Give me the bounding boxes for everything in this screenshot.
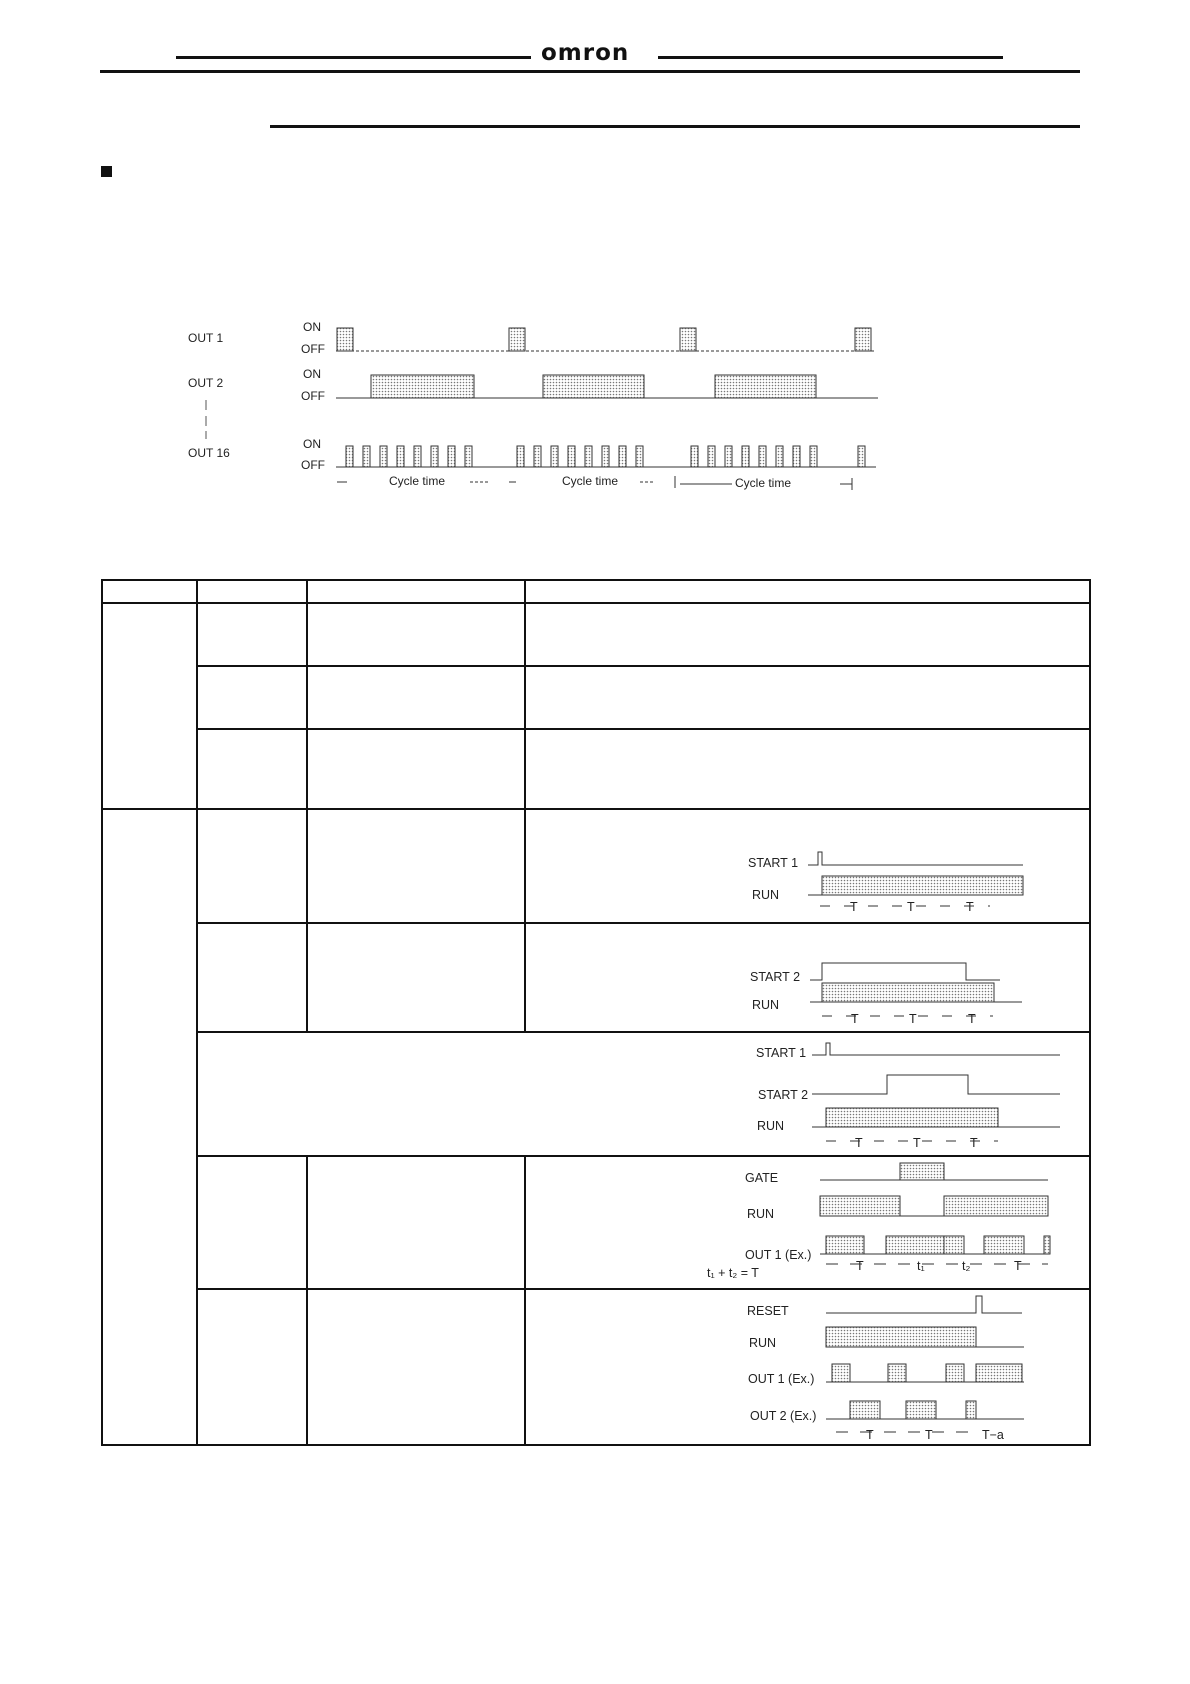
period-t: T <box>855 1136 863 1150</box>
period-t: T <box>966 900 974 914</box>
t-minus-a-label: T−a <box>982 1428 1004 1442</box>
out16-on-label: ON <box>303 437 321 451</box>
start2-wave <box>812 1075 1060 1094</box>
reset-label: RESET <box>747 1304 789 1318</box>
out1-pulse <box>984 1236 1024 1254</box>
run-label: RUN <box>752 888 780 902</box>
run-wave <box>820 1196 900 1216</box>
period-t: T <box>851 1012 859 1026</box>
start2-label: START 2 <box>758 1088 809 1102</box>
out1-ex-label: OUT 1 (Ex.) <box>748 1372 815 1386</box>
out1-pulse <box>886 1236 944 1254</box>
out2-on-label: ON <box>303 367 321 381</box>
out1-label: OUT 1 <box>188 331 224 345</box>
run-wave <box>826 1327 976 1347</box>
period-t: T <box>1014 1259 1022 1273</box>
out2-pulse <box>966 1401 976 1419</box>
out1-on-label: ON <box>303 320 321 334</box>
cycle-time-label-1: Cycle time <box>389 474 446 488</box>
run-wave <box>822 983 994 1002</box>
gate-formula: t₁ + t₂ = T <box>707 1266 759 1280</box>
run-label: RUN <box>752 998 780 1012</box>
cycle-time-label-3: Cycle time <box>735 476 792 490</box>
out1-pulse <box>826 1236 864 1254</box>
period-t: T <box>850 900 858 914</box>
out2-ex-label: OUT 2 (Ex.) <box>750 1409 817 1423</box>
reset-wave <box>826 1296 1022 1313</box>
t1-label: t₁ <box>917 1259 925 1273</box>
out2-pulse <box>906 1401 936 1419</box>
run-label: RUN <box>747 1207 775 1221</box>
out1-ex-label: OUT 1 (Ex.) <box>745 1248 812 1262</box>
out1-pulse <box>832 1364 850 1382</box>
period-t: T <box>909 1012 917 1026</box>
out2-label: OUT 2 <box>188 376 224 390</box>
run-wave <box>826 1108 998 1127</box>
start1-label: START 1 <box>756 1046 807 1060</box>
out2-off-label: OFF <box>301 389 325 403</box>
run-wave <box>822 876 1023 895</box>
period-t: T <box>925 1428 933 1442</box>
out16-off-label: OFF <box>301 458 325 472</box>
start1-wave <box>808 852 1023 865</box>
period-t: T <box>970 1136 978 1150</box>
start2-wave <box>810 963 1000 980</box>
start2-label: START 2 <box>750 970 801 984</box>
run-label: RUN <box>757 1119 785 1133</box>
period-t: T <box>866 1428 874 1442</box>
t2-label: t₂ <box>962 1259 971 1273</box>
omron-logo: omron <box>541 40 630 66</box>
cycle-time-label-2: Cycle time <box>562 474 619 488</box>
out2-pulse <box>850 1401 880 1419</box>
out1-pulse <box>888 1364 906 1382</box>
out1-pulse <box>1044 1236 1050 1254</box>
period-t: T <box>968 1012 976 1026</box>
run-wave <box>944 1196 1048 1216</box>
run-label: RUN <box>749 1336 777 1350</box>
out16-label: OUT 16 <box>188 446 230 460</box>
gate-high <box>900 1163 944 1180</box>
period-t: T <box>907 900 915 914</box>
out1-pulse <box>946 1364 964 1382</box>
gate-label: GATE <box>745 1171 779 1185</box>
out1-pulse <box>976 1364 1022 1382</box>
period-t: T <box>913 1136 921 1150</box>
out1-off-label: OFF <box>301 342 325 356</box>
start1-label: START 1 <box>748 856 799 870</box>
period-t: T <box>856 1259 864 1273</box>
out1-pulse <box>944 1236 964 1254</box>
start1-wave <box>812 1043 1060 1055</box>
